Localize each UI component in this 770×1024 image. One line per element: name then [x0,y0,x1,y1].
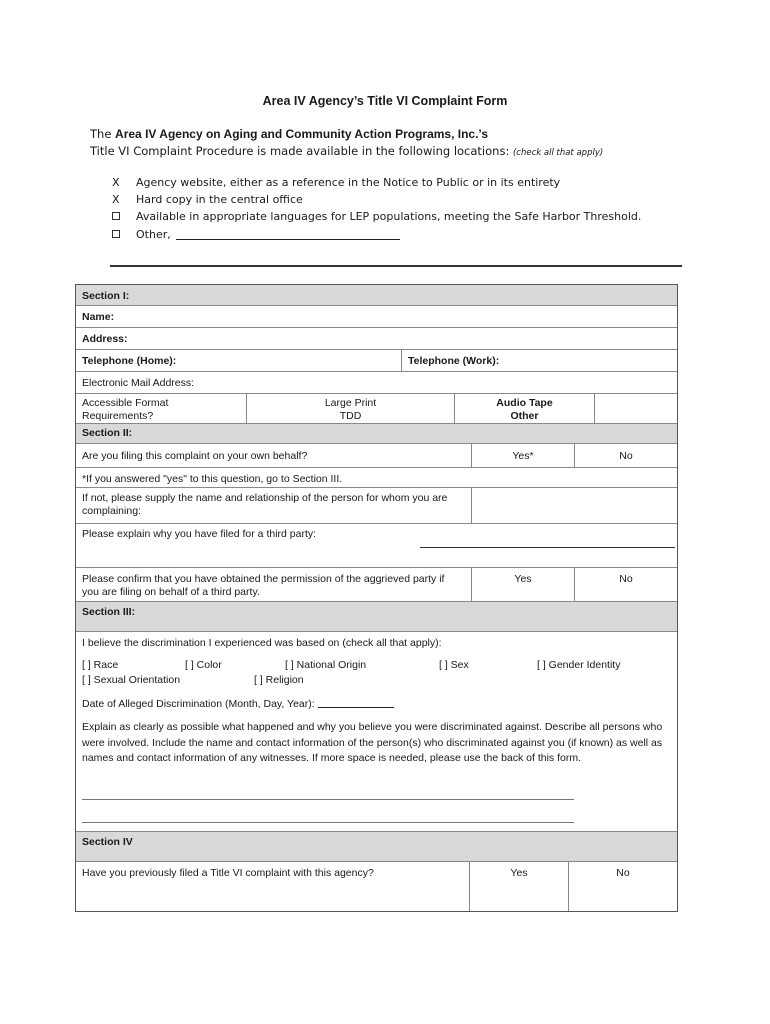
address-field[interactable]: Address: [82,333,128,345]
confirm-no[interactable]: No [619,573,633,585]
basis-sexual-orientation[interactable]: [ ] Sexual Orientation [82,674,181,686]
option-languages[interactable] [112,210,641,223]
belief-statement: I believe the discrimination I experienced was based on (check all that apply): [82,637,442,649]
explain-instructions: Explain as clearly as possible what happened and why you believe you were discriminated against. Describe all persons who were involved. Include the name and contact information of the person(s) who discriminated against you (if known) as well as names and contact information of any witnesses. If more space is needed, please use the back of this form. [82,721,663,764]
intro-org: Area IV Agency on Aging and Community Action Programs, Inc.’s [115,127,488,141]
row-line [76,349,677,350]
explain-answer-line[interactable] [420,547,675,548]
tdd-option[interactable]: TDD [339,410,362,422]
row-line [76,327,677,328]
option-website[interactable] [112,176,560,189]
if-yes-note: *If you answered "yes" to this question, go to Section III. [82,473,343,485]
option-other[interactable] [112,228,400,241]
row-line [76,631,677,632]
access-format-label: Accessible Format Requirements? [82,397,169,422]
other-blank-line[interactable] [176,229,400,240]
checkbox-icon[interactable] [112,212,120,220]
date-label: Date of Alleged Discrimination (Month, Day, Year): [82,698,318,710]
option-hard-copy[interactable] [112,193,303,206]
section-1-header: Section I: [82,290,130,302]
row-line [76,305,677,306]
row-line [76,443,677,444]
section-2-header: Section II: [82,427,133,439]
row-line [76,567,677,568]
basis-color[interactable]: [ ] Color [185,659,222,671]
basis-religion[interactable]: [ ] Religion [254,674,304,686]
confirm-yes[interactable]: Yes [514,573,532,585]
own-behalf-no[interactable]: No [619,450,633,462]
row-line [76,831,677,832]
intro-text [90,126,603,162]
col-line [594,393,595,423]
section-2-bar [76,423,677,443]
option-mark: X [112,176,120,189]
intro-line2: Title VI Complaint Procedure is made available in the following locations: [90,144,513,158]
own-behalf-question: Are you filing this complaint on your own behalf? [82,450,308,462]
col-line [471,487,472,523]
name-field[interactable]: Name: [82,311,115,323]
explain-third-party: Please explain why you have filed for a third party: [82,528,317,540]
divider-rule [110,265,682,267]
intro-prefix: The [90,127,116,141]
explain-answer-line[interactable] [82,799,574,800]
basis-sex[interactable]: [ ] Sex [439,659,469,671]
row-line [76,371,677,372]
basis-national-origin[interactable]: [ ] National Origin [285,659,367,671]
section-3-bar [76,601,677,631]
previous-complaint-question: Have you previously filed a Title VI complaint with this agency? [82,867,374,879]
option-mark: X [112,193,120,206]
previous-yes[interactable]: Yes [510,867,528,879]
section-4-header: Section IV [82,836,133,848]
row-line [76,523,677,524]
intro-hint: (check all that apply) [512,148,604,158]
basis-race[interactable]: [ ] Race [82,659,119,671]
option-label: Other, [136,228,175,241]
row-line [76,467,677,468]
section-1-bar [76,285,677,305]
own-behalf-yes[interactable]: Yes* [512,450,534,462]
other-format-option[interactable]: Other [510,410,539,422]
form-title: Area IV Agency’s Title VI Complaint Form [262,94,508,108]
large-print-option[interactable]: Large Print [324,397,377,409]
basis-gender-identity[interactable]: [ ] Gender Identity [537,659,621,671]
previous-no[interactable]: No [616,867,630,879]
section-3-header: Section III: [82,606,136,618]
date-blank-line[interactable] [318,698,394,708]
checkbox-icon[interactable] [112,230,120,238]
option-label: Hard copy in the central office [136,193,303,206]
section-4-bar [76,831,677,861]
date-of-discrimination[interactable] [76,695,400,714]
option-label: Available in appropriate languages for LEP populations, meeting the Safe Harbor Threshold. [136,210,642,223]
confirm-permission-question: Please confirm that you have obtained the permission of the aggrieved party if you are filing on behalf of a third party. [82,573,445,598]
complaint-form-table [75,284,678,912]
telephone-home-field[interactable]: Telephone (Home): [82,355,177,367]
telephone-work-field[interactable]: Telephone (Work): [408,355,500,367]
option-label: Agency website, either as a reference in the Notice to Public or in its entirety [136,176,561,189]
explain-answer-line[interactable] [82,822,574,823]
row-line [76,861,677,862]
if-not-question: If not, please supply the name and relationship of the person for whom you are complaining: [82,492,448,517]
email-field[interactable]: Electronic Mail Address: [82,377,195,389]
audio-tape-option[interactable]: Audio Tape [496,397,553,409]
